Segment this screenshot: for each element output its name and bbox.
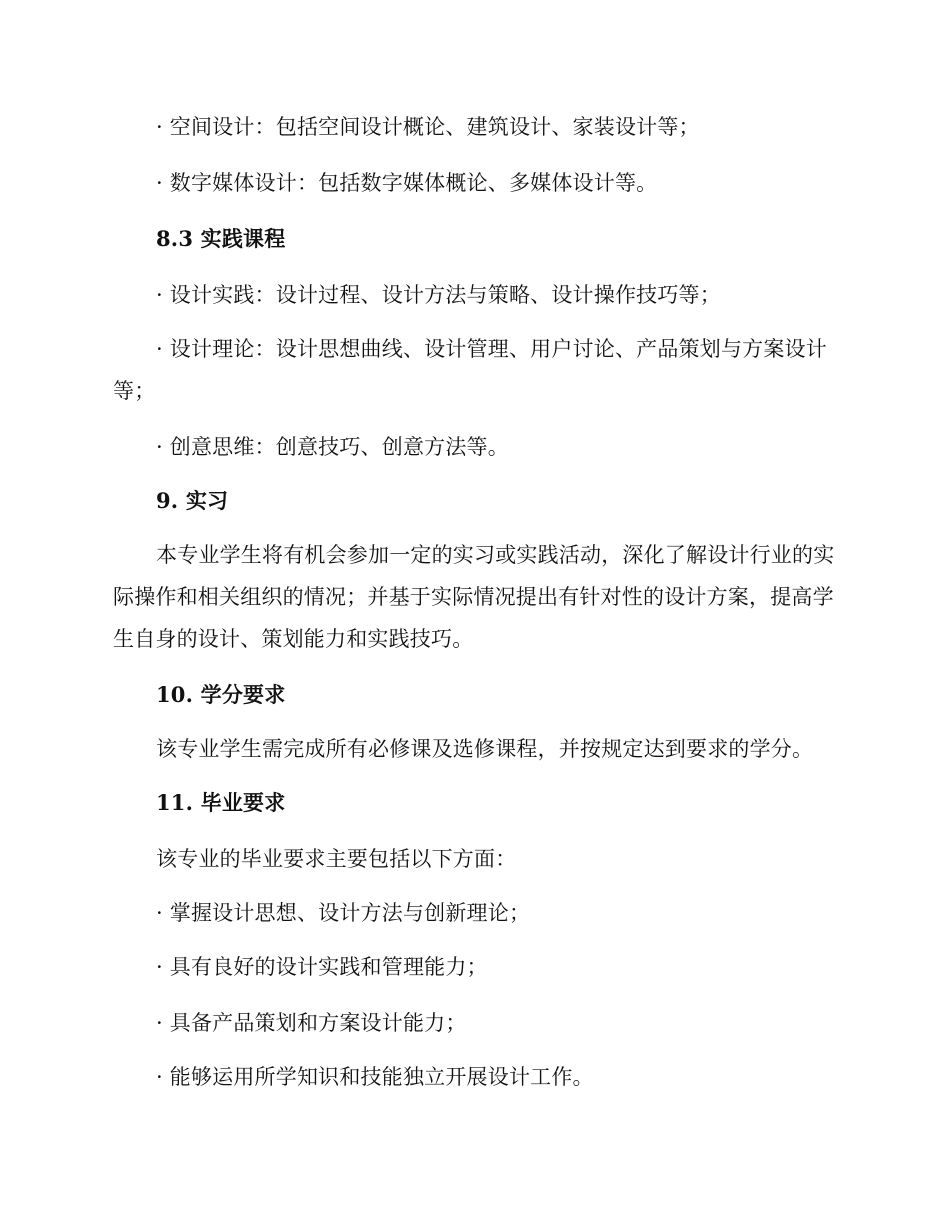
- paragraph-internship: 本专业学生将有机会参加一定的实习或实践活动，深化了解设计行业的实际操作和相关组织的情况；并基于实际情况提出有针对性的设计方案，提高学生自身的设计、策划能力和实践技巧。: [113, 543, 835, 651]
- section-heading-11: 11. 毕业要求: [156, 790, 286, 815]
- bullet-digital-media-design: · 数字媒体设计：包括数字媒体概论、多媒体设计等。: [156, 171, 658, 195]
- paragraph-graduation-intro: 该专业的毕业要求主要包括以下方面：: [156, 847, 517, 871]
- bullet-master-design-thinking: · 掌握设计思想、设计方法与创新理论；: [156, 901, 531, 925]
- section-heading-8-3: 8.3 实践课程: [156, 226, 286, 251]
- bullet-product-planning: · 具备产品策划和方案设计能力；: [156, 1011, 467, 1035]
- paragraph-credit-requirements: 该专业学生需完成所有必修课及选修课程，并按规定达到要求的学分。: [156, 737, 814, 761]
- section-heading-9: 9. 实习: [156, 488, 229, 513]
- bullet-independent-design-work: · 能够运用所学知识和技能独立开展设计工作。: [156, 1065, 594, 1089]
- bullet-creative-thinking: · 创意思维：创意技巧、创意方法等。: [156, 435, 509, 459]
- bullet-design-theory: · 设计理论：设计思想曲线、设计管理、用户讨论、产品策划与方案设计等；: [113, 337, 827, 403]
- bullet-practice-management: · 具有良好的设计实践和管理能力；: [156, 955, 488, 979]
- section-heading-10: 10. 学分要求: [156, 682, 286, 707]
- bullet-design-practice: · 设计实践：设计过程、设计方法与策略、设计操作技巧等；: [156, 283, 721, 307]
- bullet-space-design: · 空间设计：包括空间设计概论、建筑设计、家装设计等；: [156, 115, 700, 139]
